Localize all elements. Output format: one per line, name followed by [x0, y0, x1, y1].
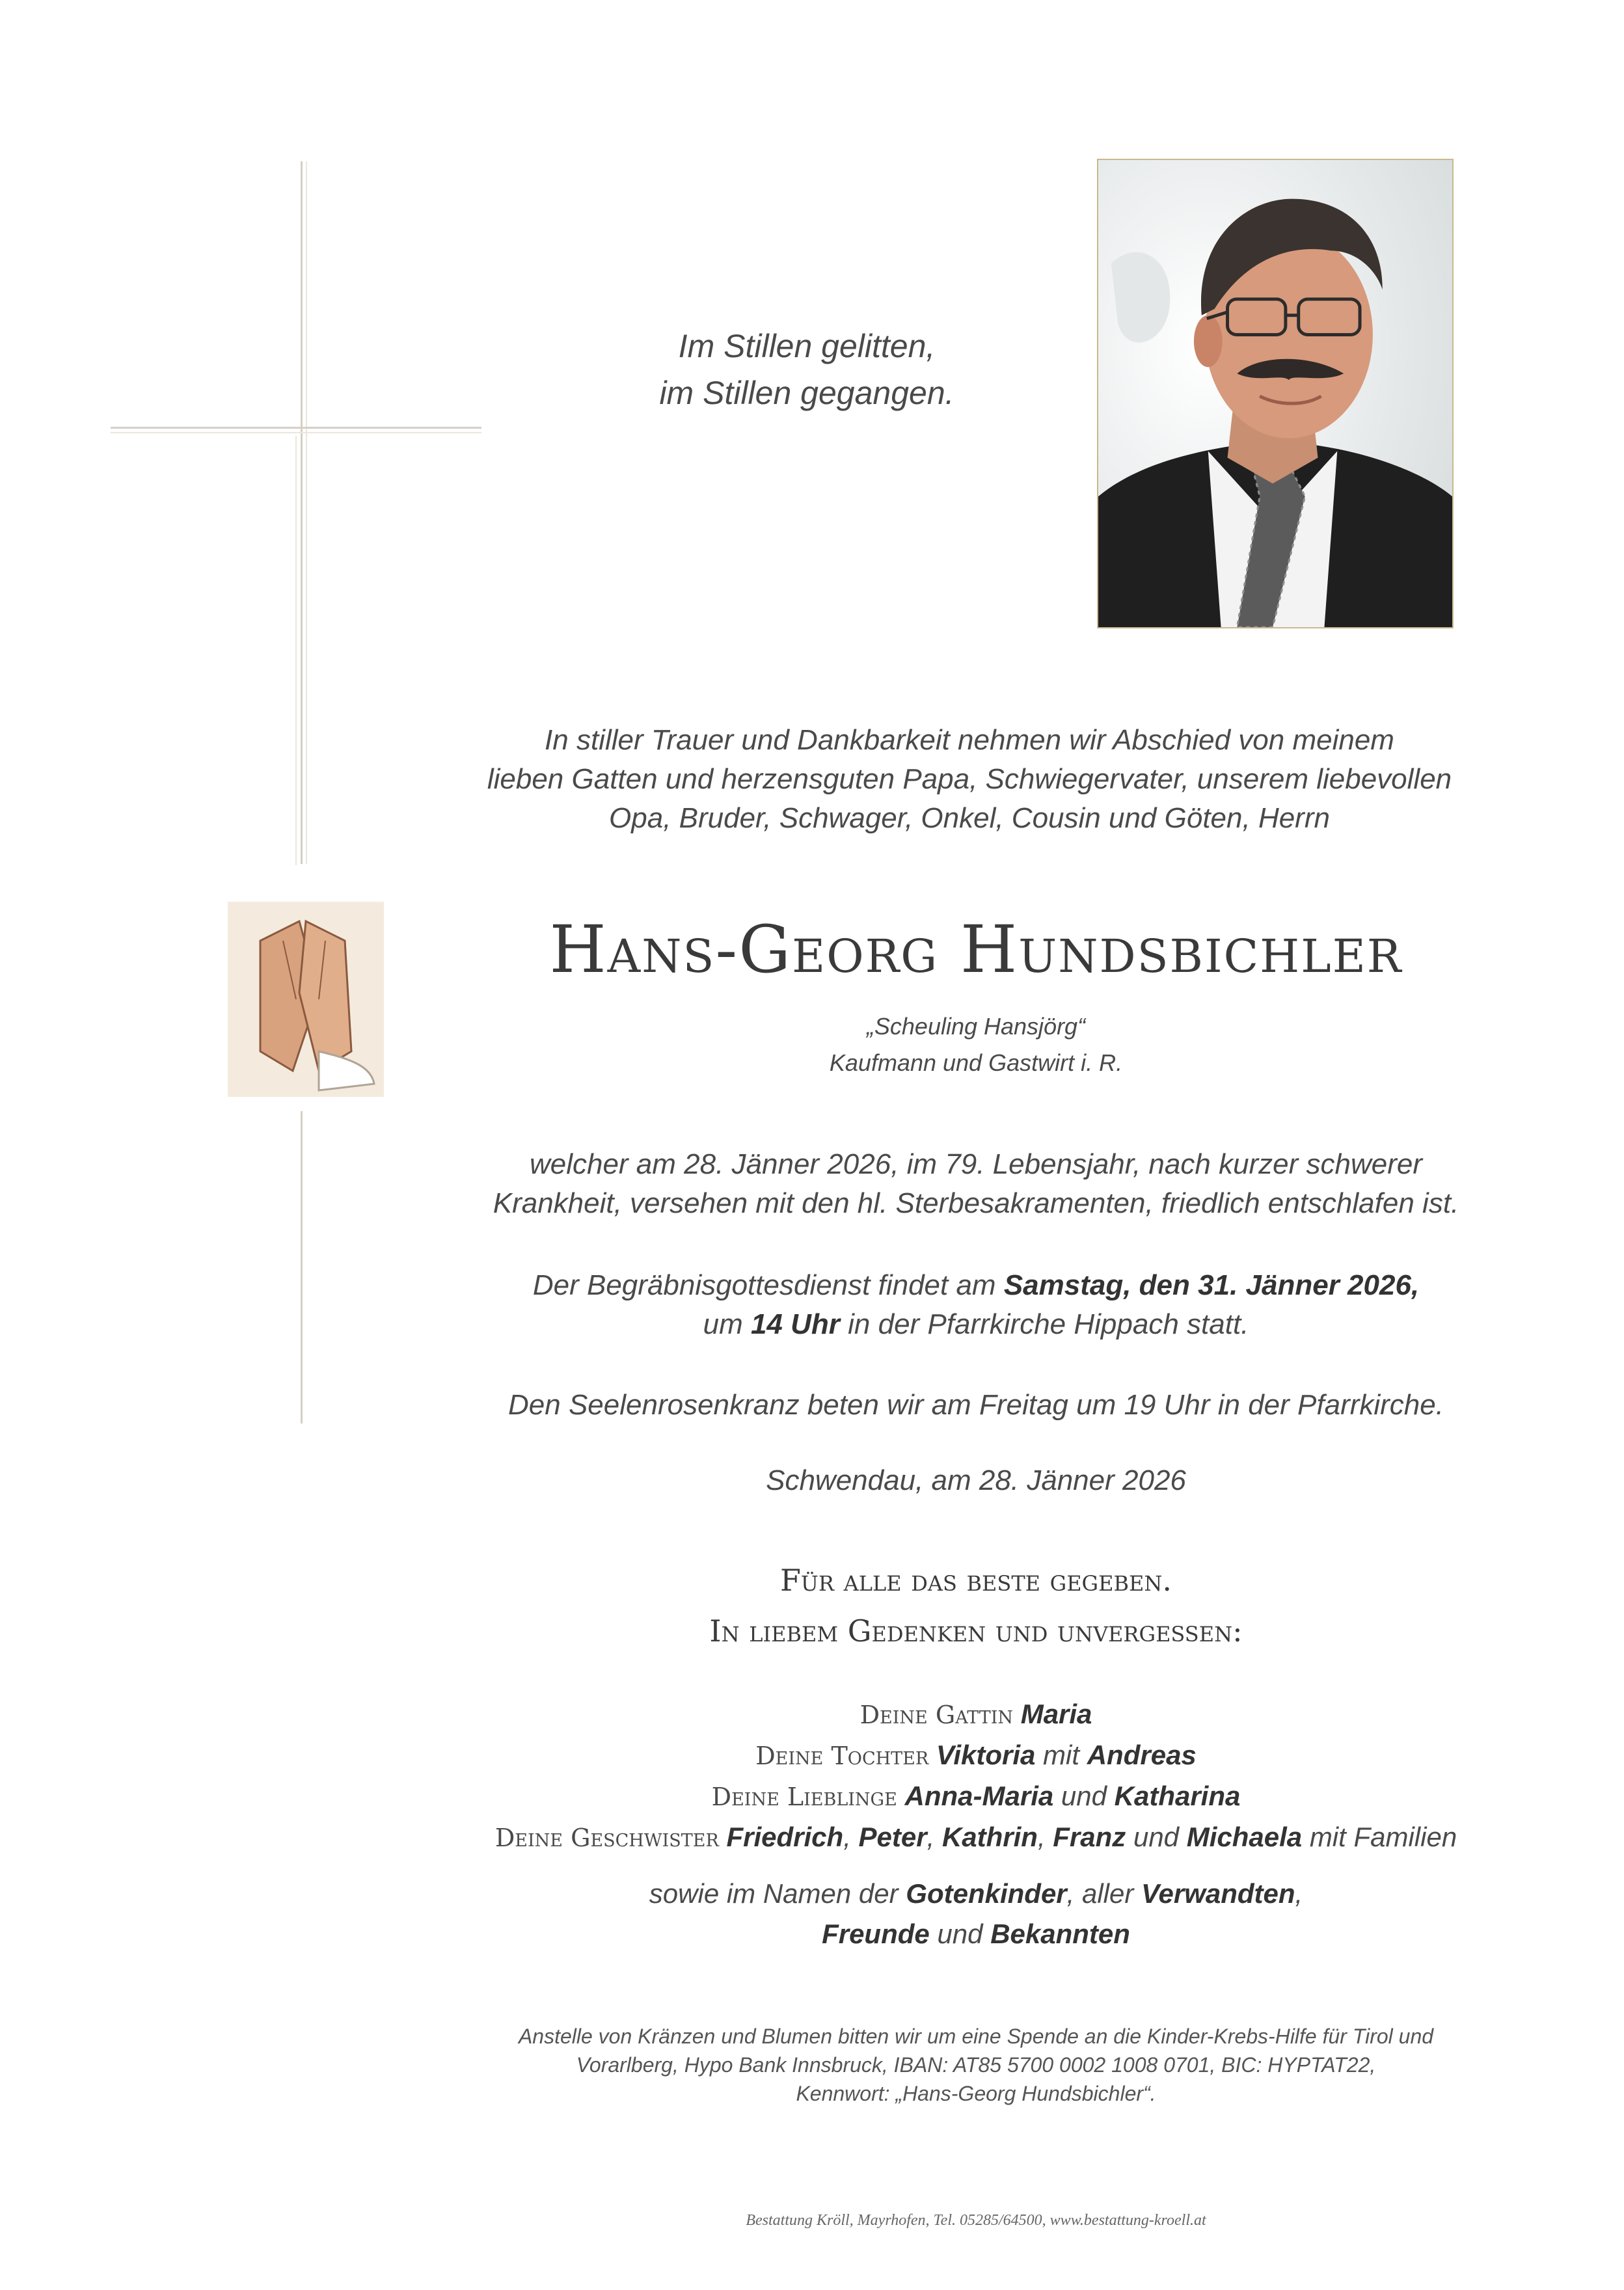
connector-text: mit Familien: [1309, 1822, 1457, 1852]
relation-label: Deine Lieblinge: [711, 1783, 897, 1811]
closing-line-1: Für alle das beste gegeben.: [780, 1563, 1172, 1598]
sibling-name: Franz: [1053, 1822, 1126, 1852]
connector-text: , aller: [1066, 1878, 1134, 1909]
family-wife: [351, 1694, 1601, 1735]
cross-horizontal-line: [111, 427, 481, 429]
intro-line-3: Opa, Bruder, Schwager, Onkel, Cousin und Göten, Herrn: [609, 802, 1330, 834]
funeral-time: 14 Uhr: [750, 1308, 840, 1340]
funeral-post: in der Pfarrkirche Hippach statt.: [839, 1308, 1249, 1340]
donation-note-line-1: Anstelle von Kränzen und Blumen bitten wir um eine Spende an die Kinder-Krebs-Hilfe für Tirol und: [518, 2025, 1434, 2048]
donation-note: [416, 2022, 1536, 2108]
cross-vertical-line-light: [306, 161, 307, 864]
intro-line-2: lieben Gatten und herzensguten Papa, Schwiegervater, unserem liebevollen: [487, 763, 1452, 795]
connector-text: und: [937, 1919, 983, 1949]
funeral-date: Samstag, den 31. Jänner 2026,: [1003, 1269, 1420, 1301]
death-notice-line-1: welcher am 28. Jänner 2026, im 79. Lebensjahr, nach kurzer schwerer: [529, 1148, 1423, 1180]
praying-hands-icon: [221, 902, 390, 1097]
closing-line-2: In liebem Gedenken und unvergessen:: [709, 1613, 1243, 1649]
intro-text: [442, 721, 1496, 838]
family-daughter: [351, 1735, 1601, 1776]
family-friends: [351, 1914, 1601, 1954]
cross-horizontal-line-light: [111, 432, 481, 433]
relation-label: Deine Geschwister: [494, 1824, 719, 1852]
deceased-occupation: Kaufmann und Gastwirt i. R.: [829, 1049, 1123, 1076]
friends: Freunde: [822, 1919, 930, 1949]
death-notice: [416, 1145, 1536, 1223]
closing-text: [455, 1555, 1496, 1656]
connector-text: und: [1061, 1781, 1107, 1811]
deceased-nickname: „Scheuling Hansjörg“: [866, 1013, 1086, 1040]
relation-label: Deine Gattin: [859, 1701, 1014, 1729]
deceased-name: Hans-Georg Hundsbichler: [549, 911, 1403, 988]
death-notice-line-2: Krankheit, versehen mit den hl. Sterbesakramenten, friedlich entschlafen ist.: [493, 1187, 1459, 1219]
funeral-info: [416, 1266, 1536, 1344]
sibling-name: Michaela: [1186, 1822, 1303, 1852]
footer-text: Bestattung Kröll, Mayrhofen, Tel. 05285/64500, www.bestattung-kroell.at: [746, 2212, 1206, 2229]
wife-name: Maria: [1020, 1699, 1092, 1729]
sibling-name: Kathrin: [941, 1822, 1038, 1852]
acquaintances: Bekannten: [990, 1919, 1130, 1949]
sibling-name: Peter: [858, 1822, 927, 1852]
motto-line-1: Im Stillen gelitten,: [678, 328, 936, 364]
funeral-pre: Der Begräbnisgottesdienst findet am: [532, 1269, 1004, 1301]
daughter-name: Viktoria: [936, 1740, 1036, 1770]
funeral-pre2: um: [703, 1308, 751, 1340]
rosary-info: Den Seelenrosenkranz beten wir am Freitag um 19 Uhr in der Pfarrkirche.: [508, 1389, 1444, 1421]
cross-vertical-line-lower: [301, 1111, 303, 1423]
donation-note-line-2: Vorarlberg, Hypo Bank Innsbruck, IBAN: AT85 5700 0002 1008 0701, BIC: HYPTAT22,: [576, 2053, 1376, 2077]
donation-note-line-3: Kennwort: „Hans-Georg Hundsbichler“.: [796, 2082, 1156, 2105]
relation-label: Deine Tochter: [755, 1742, 929, 1770]
favorite-name: Katharina: [1114, 1781, 1241, 1811]
family-also: sowie im Namen der Gotenkinder, aller Verwandten,: [649, 1878, 1303, 1909]
motto: [560, 323, 1054, 416]
godchildren: Gotenkinder: [906, 1878, 1067, 1909]
favorite-name: Anna-Maria: [904, 1781, 1054, 1811]
portrait-photo: [1097, 159, 1454, 628]
motto-line-2: im Stillen gegangen.: [659, 375, 954, 411]
place-date: Schwendau, am 28. Jänner 2026: [766, 1464, 1186, 1496]
family-siblings: Deine Geschwister Friedrich, Peter, Kathrin, Franz und Michaela mit Familien: [494, 1822, 1457, 1852]
intro-line-1: In stiller Trauer und Dankbarkeit nehmen wir Abschied von meinem: [545, 724, 1394, 756]
connector-text: und: [1133, 1822, 1180, 1852]
daughter-partner-name: Andreas: [1087, 1740, 1197, 1770]
deceased-details: [560, 1008, 1392, 1081]
connector-text: mit: [1043, 1740, 1080, 1770]
cross-vertical-line: [301, 161, 303, 864]
connector-text: sowie im Namen der: [649, 1878, 899, 1909]
relatives: Verwandten: [1141, 1878, 1295, 1909]
family-list: [351, 1694, 1601, 1954]
family-favorites: [351, 1776, 1601, 1817]
cross-vertical-line-inner: [295, 436, 297, 865]
portrait-image: [1098, 160, 1452, 627]
sibling-name: Friedrich: [726, 1822, 844, 1852]
